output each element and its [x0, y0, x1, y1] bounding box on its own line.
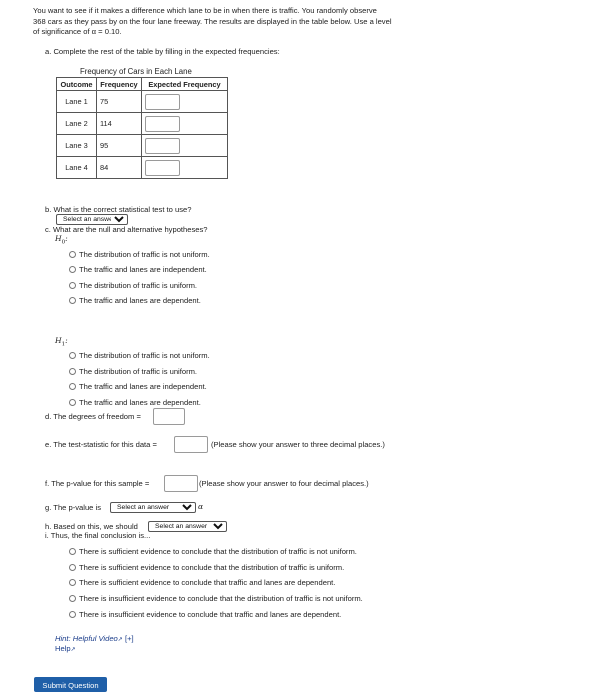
conclusion-option[interactable]	[69, 563, 344, 572]
header-expected-frequency: Expected Frequency	[142, 78, 228, 91]
outcome-cell: Lane 2	[57, 113, 97, 135]
outcome-cell: Lane 4	[57, 157, 97, 179]
radio-button[interactable]	[69, 251, 76, 258]
hint-prefix: Hint:	[55, 634, 71, 643]
h0-option[interactable]	[69, 281, 197, 290]
test-statistic-input[interactable]	[174, 436, 208, 453]
h0-label: $H_0$:	[55, 234, 68, 246]
frequency-cell: 95	[97, 135, 142, 157]
outcome-cell: Lane 3	[57, 135, 97, 157]
frequency-cell: 84	[97, 157, 142, 179]
h1-option[interactable]	[69, 367, 197, 376]
table-row	[57, 135, 228, 157]
h1-option[interactable]	[69, 398, 201, 407]
conclusion-option-label: There is insufficient evidence to conclude that the distribution of traffic is not uniform.	[79, 594, 363, 603]
radio-button[interactable]	[69, 368, 76, 375]
h0-option[interactable]	[69, 265, 207, 274]
table-row	[57, 113, 228, 135]
radio-button[interactable]	[69, 297, 76, 304]
radio-button[interactable]	[69, 595, 76, 602]
expected-cell	[142, 157, 228, 179]
hint-expand-toggle[interactable]: [+]	[124, 634, 134, 643]
help-link[interactable]: Help	[55, 644, 71, 653]
h0-option-label: The distribution of traffic is not uniform.	[79, 250, 210, 259]
part-i-label: i. Thus, the final conclusion is...	[45, 531, 151, 540]
radio-button[interactable]	[69, 383, 76, 390]
conclusion-option-label: There is sufficient evidence to conclude that traffic and lanes are dependent.	[79, 578, 336, 587]
helpful-video-link[interactable]: Helpful Video	[72, 634, 118, 643]
expected-cell	[142, 113, 228, 135]
part-d-label: d. The degrees of freedom =	[45, 412, 141, 421]
h0-symbol: H	[55, 234, 62, 243]
h1-option-label: The traffic and lanes are dependent.	[79, 398, 201, 407]
expected-input-lane-1[interactable]	[145, 94, 180, 110]
conclusion-option-label: There is sufficient evidence to conclude that the distribution of traffic is uniform.	[79, 563, 345, 572]
h1-option[interactable]	[69, 382, 207, 391]
h0-option[interactable]	[69, 250, 210, 259]
part-f-label: f. The p-value for this sample =	[45, 479, 150, 488]
conclusion-option[interactable]	[69, 594, 363, 603]
part-a-label: a. Complete the rest of the table by filling in the expected frequencies:	[45, 47, 280, 56]
part-e-label: e. The test-statistic for this data =	[45, 440, 157, 449]
radio-button[interactable]	[69, 579, 76, 586]
question-intro	[33, 6, 453, 38]
part-e-note: (Please show your answer to three decimal places.)	[211, 440, 385, 449]
h0-option-label: The traffic and lanes are dependent.	[79, 296, 201, 305]
radio-button[interactable]	[69, 266, 76, 273]
intro-line-3: of significance of α = 0.10.	[33, 27, 122, 36]
intro-line-2: 368 cars as they pass by on the four lane freeway. The results are displayed in the table below. Use a level	[33, 16, 392, 26]
h0-option[interactable]	[69, 296, 201, 305]
radio-button[interactable]	[69, 399, 76, 406]
expected-cell	[142, 135, 228, 157]
part-h-label: h. Based on this, we should	[45, 522, 138, 531]
help-line	[55, 644, 76, 653]
hint-line	[55, 634, 134, 643]
conclusion-option[interactable]	[69, 578, 335, 587]
expected-input-lane-3[interactable]	[145, 138, 180, 154]
submit-question-button[interactable]: Submit Question	[34, 677, 107, 692]
header-outcome: Outcome	[57, 78, 97, 91]
external-link-icon: ↗	[70, 647, 76, 653]
h1-option[interactable]	[69, 351, 210, 360]
header-frequency: Frequency	[97, 78, 142, 91]
frequency-table	[56, 77, 228, 179]
table-title: Frequency of Cars in Each Lane	[80, 67, 192, 76]
expected-cell	[142, 91, 228, 113]
intro-line-1: You want to see if it makes a difference which lane to be in when there is traffic. You randomly observe	[33, 6, 377, 15]
external-link-icon: ↗	[117, 637, 123, 643]
radio-button[interactable]	[69, 611, 76, 618]
conclusion-option[interactable]	[69, 610, 341, 619]
h0-option-label: The traffic and lanes are independent.	[79, 265, 207, 274]
outcome-cell: Lane 1	[57, 91, 97, 113]
radio-button[interactable]	[69, 352, 76, 359]
h1-option-label: The distribution of traffic is uniform.	[79, 367, 198, 376]
table-row	[57, 91, 228, 113]
part-c-label: c. What are the null and alternative hypotheses?	[45, 225, 208, 234]
alpha-symbol: α	[198, 502, 204, 511]
h0-option-label: The distribution of traffic is uniform.	[79, 281, 198, 290]
decision-select[interactable]	[148, 521, 227, 532]
h1-option-label: The traffic and lanes are independent.	[79, 382, 207, 391]
radio-button[interactable]	[69, 564, 76, 571]
part-f-note: (Please show your answer to four decimal places.)	[199, 479, 369, 488]
table-row	[57, 157, 228, 179]
h1-subscript: 1	[61, 341, 66, 348]
part-g-label: g. The p-value is	[45, 503, 102, 512]
frequency-cell: 75	[97, 91, 142, 113]
radio-button[interactable]	[69, 282, 76, 289]
p-value-comparison-select[interactable]	[110, 502, 196, 513]
conclusion-option-label: There is insufficient evidence to conclude that traffic and lanes are dependent.	[79, 610, 342, 619]
part-b-label: b. What is the correct statistical test to use?	[45, 205, 192, 214]
table-header-row	[57, 78, 228, 91]
degrees-of-freedom-input[interactable]	[153, 408, 185, 425]
frequency-cell: 114	[97, 113, 142, 135]
h1-label: $H_1$:	[55, 336, 68, 348]
expected-input-lane-4[interactable]	[145, 160, 180, 176]
p-value-input[interactable]	[164, 475, 198, 492]
expected-input-lane-2[interactable]	[145, 116, 180, 132]
test-type-select[interactable]	[56, 214, 128, 225]
conclusion-option[interactable]	[69, 547, 357, 556]
h1-option-label: The distribution of traffic is not uniform.	[79, 351, 210, 360]
conclusion-option-label: There is sufficient evidence to conclude that the distribution of traffic is not uniform.	[79, 547, 357, 556]
radio-button[interactable]	[69, 548, 76, 555]
h1-symbol: H	[55, 336, 62, 345]
h0-subscript: 0	[61, 239, 66, 246]
